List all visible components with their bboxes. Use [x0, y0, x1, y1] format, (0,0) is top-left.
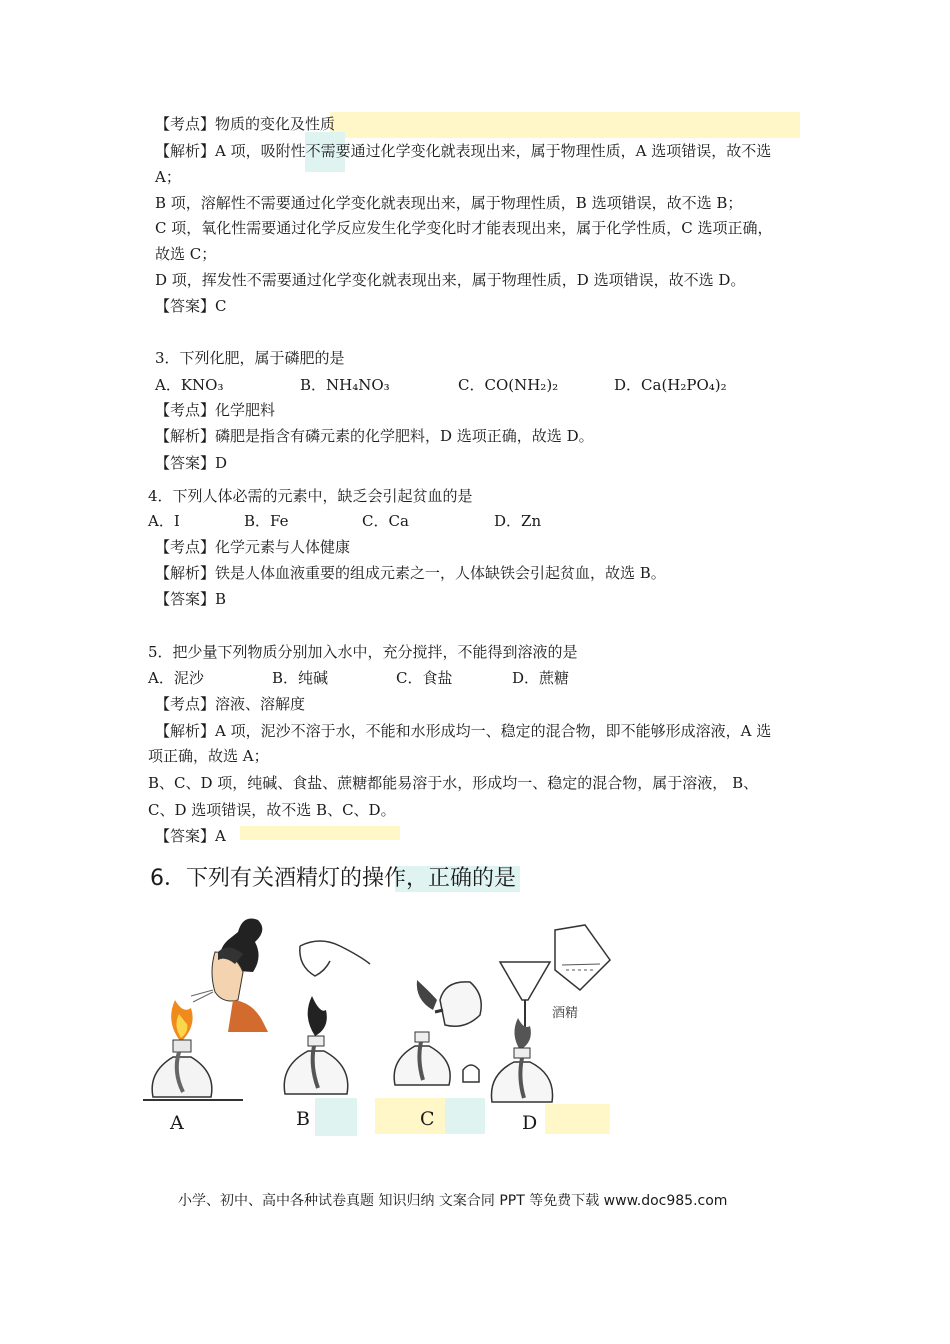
q4-option-b: B．Fe: [244, 512, 289, 530]
q3-option-a: A．KNO₃: [155, 376, 224, 394]
q5-jiexi-line: 项正确，故选 A；: [148, 747, 269, 765]
figure-c-lamp-to-lamp: [385, 970, 505, 1090]
q2-jiexi-line: C 项，氧化性需要通过化学反应发生化学变化时才能表现出来，属于化学性质，C 选项正确，: [155, 219, 773, 237]
q5-option-a: A．泥沙: [148, 669, 204, 687]
figure-b-lamp-with-hand: [270, 936, 380, 1101]
figure-label-a: A: [170, 1112, 184, 1134]
q5-jiexi-line: C、D 选项错误，故不选 B、C、D。: [148, 801, 396, 819]
q5-jiexi-line: B、C、D 项，纯碱、食盐、蔗糖都能易溶于水，形成均一、稳定的混合物，属于溶液， B、: [148, 774, 759, 792]
q4-answer: 【答案】B: [155, 590, 227, 608]
highlight: [240, 826, 400, 840]
q5-option-c: C．食盐: [396, 669, 453, 687]
q5-option-d: D．蔗糖: [512, 669, 570, 687]
q5-kaodian: 【考点】溶液、溶解度: [155, 695, 306, 713]
q4-option-c: C．Ca: [362, 512, 409, 530]
alcohol-label: 酒精: [552, 1006, 579, 1021]
q4-jiexi: 【解析】铁是人体血液重要的组成元素之一，人体缺铁会引起贫血，故选 B。: [155, 564, 666, 582]
figure-d-funnel-refill: [490, 920, 615, 1110]
figure-a-blowing-lamp: [143, 912, 273, 1107]
q3-stem: 3．下列化肥，属于磷肥的是: [155, 349, 345, 367]
q2-jiexi-line: A；: [155, 168, 181, 186]
highlight: [330, 112, 800, 138]
q5-option-b: B．纯碱: [272, 669, 329, 687]
q5-jiexi-line: 【解析】A 项，泥沙不溶于水，不能和水形成均一、稳定的混合物，即不能够形成溶液，A 选: [155, 722, 772, 740]
q4-stem: 4．下列人体必需的元素中，缺乏会引起贫血的是: [148, 487, 473, 505]
figure-label-b: B: [296, 1108, 310, 1130]
highlight: [445, 1098, 485, 1134]
q4-option-a: A．I: [148, 512, 180, 530]
figure-label-c: C: [420, 1108, 435, 1130]
q3-option-d: D．Ca(H₂PO₄)₂: [614, 376, 727, 394]
q3-jiexi: 【解析】磷肥是指含有磷元素的化学肥料，D 选项正确，故选 D。: [155, 427, 594, 445]
highlight: [315, 1098, 357, 1136]
q2-jiexi-line: D 项，挥发性不需要通过化学变化就表现出来，属于物理性质，D 选项错误，故不选 D。: [155, 271, 746, 289]
q2-jiexi-line: 故选 C；: [155, 245, 217, 263]
q5-stem: 5．把少量下列物质分别加入水中，充分搅拌，不能得到溶液的是: [148, 643, 578, 661]
q2-answer: 【答案】C: [155, 297, 227, 315]
q2-jiexi-line: 【解析】A 项，吸附性不需要通过化学变化就表现出来，属于物理性质，A 选项错误，故不选: [155, 142, 772, 160]
q2-jiexi-line: B 项，溶解性不需要通过化学变化就表现出来，属于物理性质，B 选项错误，故不选 B；: [155, 194, 743, 212]
figure-label-d: D: [522, 1112, 538, 1134]
q3-kaodian: 【考点】化学肥料: [155, 401, 276, 419]
q4-option-d: D．Zn: [494, 512, 542, 530]
page-footer: 小学、初中、高中各种试卷真题 知识归纳 文案合同 PPT 等免费下载 www.doc985.com: [178, 1193, 728, 1209]
q2-kaodian: 【考点】物质的变化及性质: [155, 115, 336, 133]
q4-kaodian: 【考点】化学元素与人体健康: [155, 538, 351, 556]
q3-answer: 【答案】D: [155, 454, 228, 472]
q3-option-b: B．NH₄NO₃: [300, 376, 390, 394]
q5-answer: 【答案】A: [155, 827, 226, 845]
q6-stem: 6．下列有关酒精灯的操作，正确的是: [150, 866, 516, 891]
q3-option-c: C．CO(NH₂)₂: [458, 376, 559, 394]
